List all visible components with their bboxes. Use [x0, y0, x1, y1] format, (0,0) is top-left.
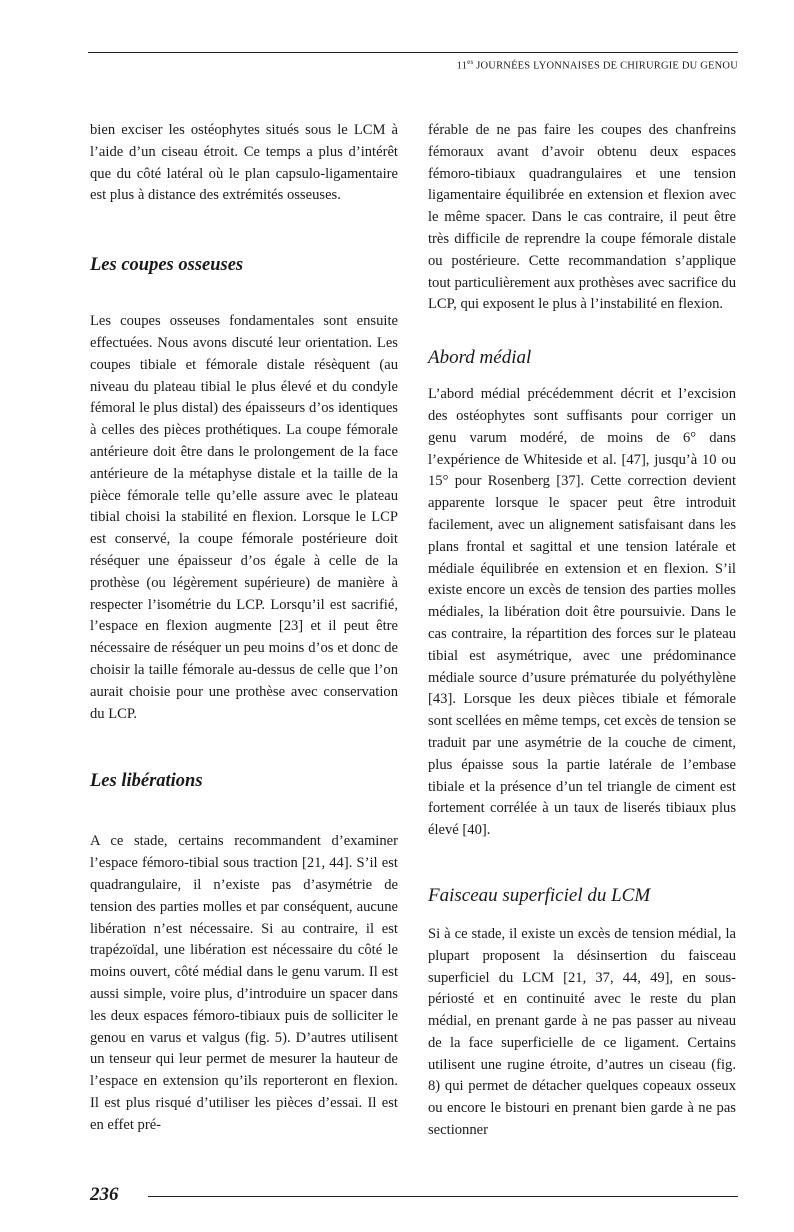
section-heading: Les libérations — [90, 771, 203, 792]
footer-rule — [148, 1196, 738, 1197]
paragraph: férable de ne pas faire les coupes des chanfreins fémoraux avant d’avoir obtenu deux espaces fémoro-tibiaux quadrangulaires et une tension ligamentaire équilibrée en extension et flexion avec le même spacer. Dans le cas contraire, il peut être très difficile de reprendre la coupe fémorale distale ou postérieure. Cette recommandation s’applique tout particulièrement aux prothèses avec sacrifice du LCP, qui exposent le plus à l’instabilité en flexion. — [428, 122, 736, 313]
paragraph: bien exciser les ostéophytes situés sous le LCM à l’aide d’un ciseau étroit. Ce temps a plus d’intérêt que du côté latéral où le plan capsulo-ligamentaire est plus à distance des extrémités osseuses. — [90, 122, 398, 204]
running-header: $11^{es}$ JOURNÉES LYONNAISES DE CHIRURGIE DU GENOU — [456, 58, 738, 72]
paragraph: Les coupes osseuses fondamentales sont ensuite effectuées. Nous avons discuté leur orientation. Les coupes tibiale et fémorale distale résèquent (au niveau du plateau tibial le plus élevé et du condyle fémoral le plus distal) des épaisseurs d’os identiques à celles des pièces prothétiques. La coupe fémorale antérieure doit être dans le prolongement de la face antérieure de la métaphyse distale et la taille de la pièce fémorale telle qu’elle assure avec le plateau tibial choisi la stabilité en flexion. Lorsque le LCP est conservé, la coupe fémorale postérieure doit réséquer une épaisseur d’os égale à celle de la prothèse (ou légèrement supérieure) de manière à respecter l’isométrie du LCP. Lorsqu’il est sacrifié, l’espace en flexion augmente [23] et il peut être nécessaire de réséquer un peu moins d’os et donc de choisir la taille fémorale au-dessus de celle que l’on aurait choisie pour une prothèse avec conservation du LCP. — [90, 313, 398, 722]
paragraph: Si à ce stade, il existe un excès de tension médial, la plupart proposent la désinsertion du faisceau superficiel du LCM [21, 37, 44, 49], en sous-périosté et en continuité avec le reste du plan médial, en prenant garde à ne pas passer au niveau de la face superficielle de ce ligament. Certains utilisent une rugine étroite, d’autres un ciseau (fig. 8) qui permet de détacher quelques copeaux osseux ou encore le bistouri en prenant bien garde à ne pas sectionner — [428, 925, 736, 1139]
right-column — [428, 120, 736, 1142]
section-heading: Abord médial — [428, 347, 532, 369]
page-number: 236 — [90, 1184, 119, 1205]
paragraph: L’abord médial précédemment décrit et l’excision des ostéophytes sont suffisants pour corriger un genu varum modéré, de moins de 6° dans l’expérience de Whiteside et al. [47], jusqu’à 10 ou 15° pour Rosenberg [37]. Cette correction devient apparente lorsque le spacer peut être introduit facilement, avec un alignement satisfaisant dans les plans frontal et sagittal et une tension latérale et médiale équilibrée en extension et en flexion. S’il existe encore un excès de tension des parties molles médiales, la libération doit être poursuivie. Dans le cas contraire, la répartition des forces sur le plateau tibial est asymétrique, avec une prédominance médiale source d’usure prématurée du polyéthylène [43]. Lorsque les deux pièces tibiale et fémorale sont scellées en même temps, cet excès de tension se traduit par une asymétrie de la couche de ciment, plus épaisse sous la partie latérale de l’embase tibiale et la présence d’un tel triangle de ciment est fortement corrélée à un taux de liserés tibiaux plus élevé [40]. — [428, 386, 736, 839]
section-heading: Les coupes osseuses — [90, 255, 244, 276]
section-heading: Faisceau superficiel du LCM — [428, 884, 651, 906]
paragraph: A ce stade, certains recommandent d’examiner l’espace fémoro-tibial sous traction [21, 44]. S’il est quadrangulaire, il n’existe pas d’asymétrie de tension des parties molles et par conséquent, aucune libération n’est nécessaire. Si au contraire, il est trapézoïdal, une libération est nécessaire du côté le moins ouvert, côté médial dans le genu varum. Il est aussi simple, voire plus, d’introduire un spacer dans les deux espaces fémoro-tibiaux puis de solliciter le genou en varus et valgus (fig. 5). D’autres utilisent un tenseur qui leur permet de mesurer la hauteur de l’espace en extension qu’ils reporteront en flexion. Il est plus risqué d’utiliser les pièces d’essai. Il est en effet pré- — [90, 833, 398, 1133]
header-rule — [88, 52, 738, 53]
left-column — [90, 120, 398, 1136]
